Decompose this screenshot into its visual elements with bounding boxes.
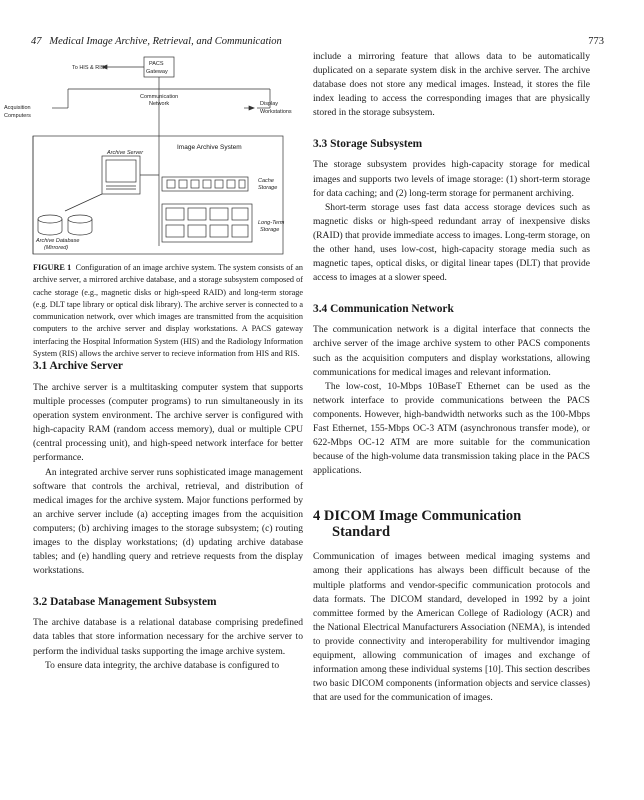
label-display-1: Display: [260, 101, 279, 107]
section-3-2-paragraph-1: The archive database is a relational database comprising predefined data tables that store information necessary for the archive server to perform the individual tasks supporting the image archive system.: [33, 617, 303, 657]
figure-caption: [33, 262, 303, 360]
section-4-title: [313, 508, 590, 540]
label-archive-server: Archive Server: [107, 150, 144, 156]
chapter-number: 47: [31, 36, 42, 47]
section-4-title-line-2: Standard: [332, 524, 391, 541]
section-3-1-paragraph-1: The archive server is a multitasking computer system that supports multiple processes (computer programs) to run simultaneously in its operation system environment. The archive server is configured with high-capacity RAM (random access memory), dual or multiple CPU (central processing unit), and high-speed network interface for better performance.: [33, 382, 303, 464]
label-image-archive-system: Image Archive System: [177, 144, 242, 151]
archive-server-box: [102, 156, 140, 194]
label-archive-db-2: (Mirrored): [44, 245, 69, 251]
running-title: Medical Image Archive, Retrieval, and Communication: [49, 36, 282, 47]
section-3-1-title: 3.1 Archive Server: [33, 360, 123, 372]
label-acquisition-2: Computers: [4, 113, 31, 119]
section-3-4-paragraph-1: The communication network is a digital interface that connects the archive server of the image archive system to other PACS components such as the acquisition computers and display workstations, allowing communications for medical images and relevant information.: [313, 324, 590, 378]
section-4-title-line-1: 4 DICOM Image Communication: [313, 508, 522, 525]
image-archive-system-box: [33, 136, 283, 254]
figure-label: FIGURE 1: [33, 263, 72, 272]
label-cache-2: Storage: [258, 185, 278, 191]
section-3-3-paragraph-2: Short-term storage uses fast data access storage devices such as magnetic disks or high-speed redundant array of inexpensive disks (RAID) that provide immediate access to images. Long-term storage, on the other hand, uses low-cost, high-capacity storage media such as magnetic tapes, optical disks, or digital linear tapes (DLT) that provide access to images at a slower speed.: [313, 201, 590, 284]
paragraph-continued: include a mirroring feature that allows data to be automatically duplicated on a separate system disk in the archive server. The archive database does not store any medical images. Instead, it stores the file index leading to access the corresponding images that are physically stored in the storage subsystem.: [313, 51, 590, 119]
left-column: [33, 360, 303, 673]
label-acquisition-1: Acquisition: [4, 105, 31, 111]
section-3-4-title: 3.4 Communication Network: [313, 303, 454, 316]
label-archive-db-1: Archive Database: [36, 238, 80, 244]
section-3-4-paragraph-2: The low-cost, 10-Mbps 10BaseT Ethernet can be used as the network interface to provide communications between the PACS components. However, high-bandwidth networks such as the 100-Mbps Fast Ethernet, 155-Mbps OC-3 ATM (asynchronous transfer mode), or 622-Mbps OC-12 ATM are more suitable for the communication because of the high-volume data transmission taking place in the PACS applications.: [313, 380, 590, 477]
section-3-2-title: 3.2 Database Management Subsystem: [33, 596, 217, 609]
page-number: 773: [588, 36, 604, 47]
label-long-term-1: Long-Term: [258, 220, 285, 226]
label-comm-network-2: Network: [149, 101, 170, 107]
section-3-3-paragraph-1: The storage subsystem provides high-capacity storage for medical images and supports two levels of image storage: (1) short-term storage for data caching; and (2) long-term storage for permanent archiving.: [313, 159, 590, 199]
section-3-1-paragraph-2: An integrated archive server runs sophisticated image management software that controls the archival, retrieval, and distribution of medical images for the archive system. Major functions performed by an archive server include (a) accepting images from the acquisition computers; (b) archiving images to the storage subsystem; (c) routing images to the display workstations; (d) updating archive database tables; and (e) handling query and retrieve requests from the display workstations.: [33, 466, 303, 577]
right-column: [313, 50, 590, 705]
label-long-term-2: Storage: [260, 227, 280, 233]
label-cache-1: Cache: [258, 178, 274, 184]
figure-caption-text: Configuration of an image archive system. The system consists of an archive server, a mirrored archive database, and a storage subsystem composed of cache storage (e.g., magnetic disks or high-speed RAID) and long-term storage (e.g. DLT tape library or optical disk library). The archive server is connected to a communication network, over which images are transmitted from the acquisition computers to the archive server and display workstations. A PACS gateway interfacing the Hospital Information System (HIS) and the Radiology Information System (RIS) allows the archive server to recieve information from HIS and RIS.: [33, 263, 304, 359]
label-to-his-ris: To HIS & RIS: [72, 65, 105, 71]
figure-diagram: [4, 56, 308, 258]
section-4-paragraph-1: Communication of images between medical imaging systems and among their applications has always been difficult because of the multiple platforms and vendor-specific communication protocols and data formats. The DICOM standard, developed in 1992 by a joint committee formed by the American College of Radiology (ACR) and the National Electrical Manufacturers Association (NEMA), is intended to provide connectivity and interoperability for multivendor imaging equipment, allowing communication of images and exchange of information among these individual systems [10]. This section describes two basic DICOM components (information objects and service classes) that are used for the communication of images.: [313, 551, 590, 704]
section-3-2-paragraph-2: To ensure data integrity, the archive database is configured to: [45, 659, 280, 671]
label-pacs-gateway-1: PACS: [149, 61, 164, 67]
section-3-3-title: 3.3 Storage Subsystem: [313, 138, 423, 151]
running-header: [31, 36, 282, 47]
label-pacs-gateway-2: Gateway: [146, 69, 168, 75]
label-comm-network-1: Communication: [140, 94, 179, 100]
long-term-storage-box: [162, 204, 252, 242]
label-display-2: Workstations: [260, 109, 292, 115]
